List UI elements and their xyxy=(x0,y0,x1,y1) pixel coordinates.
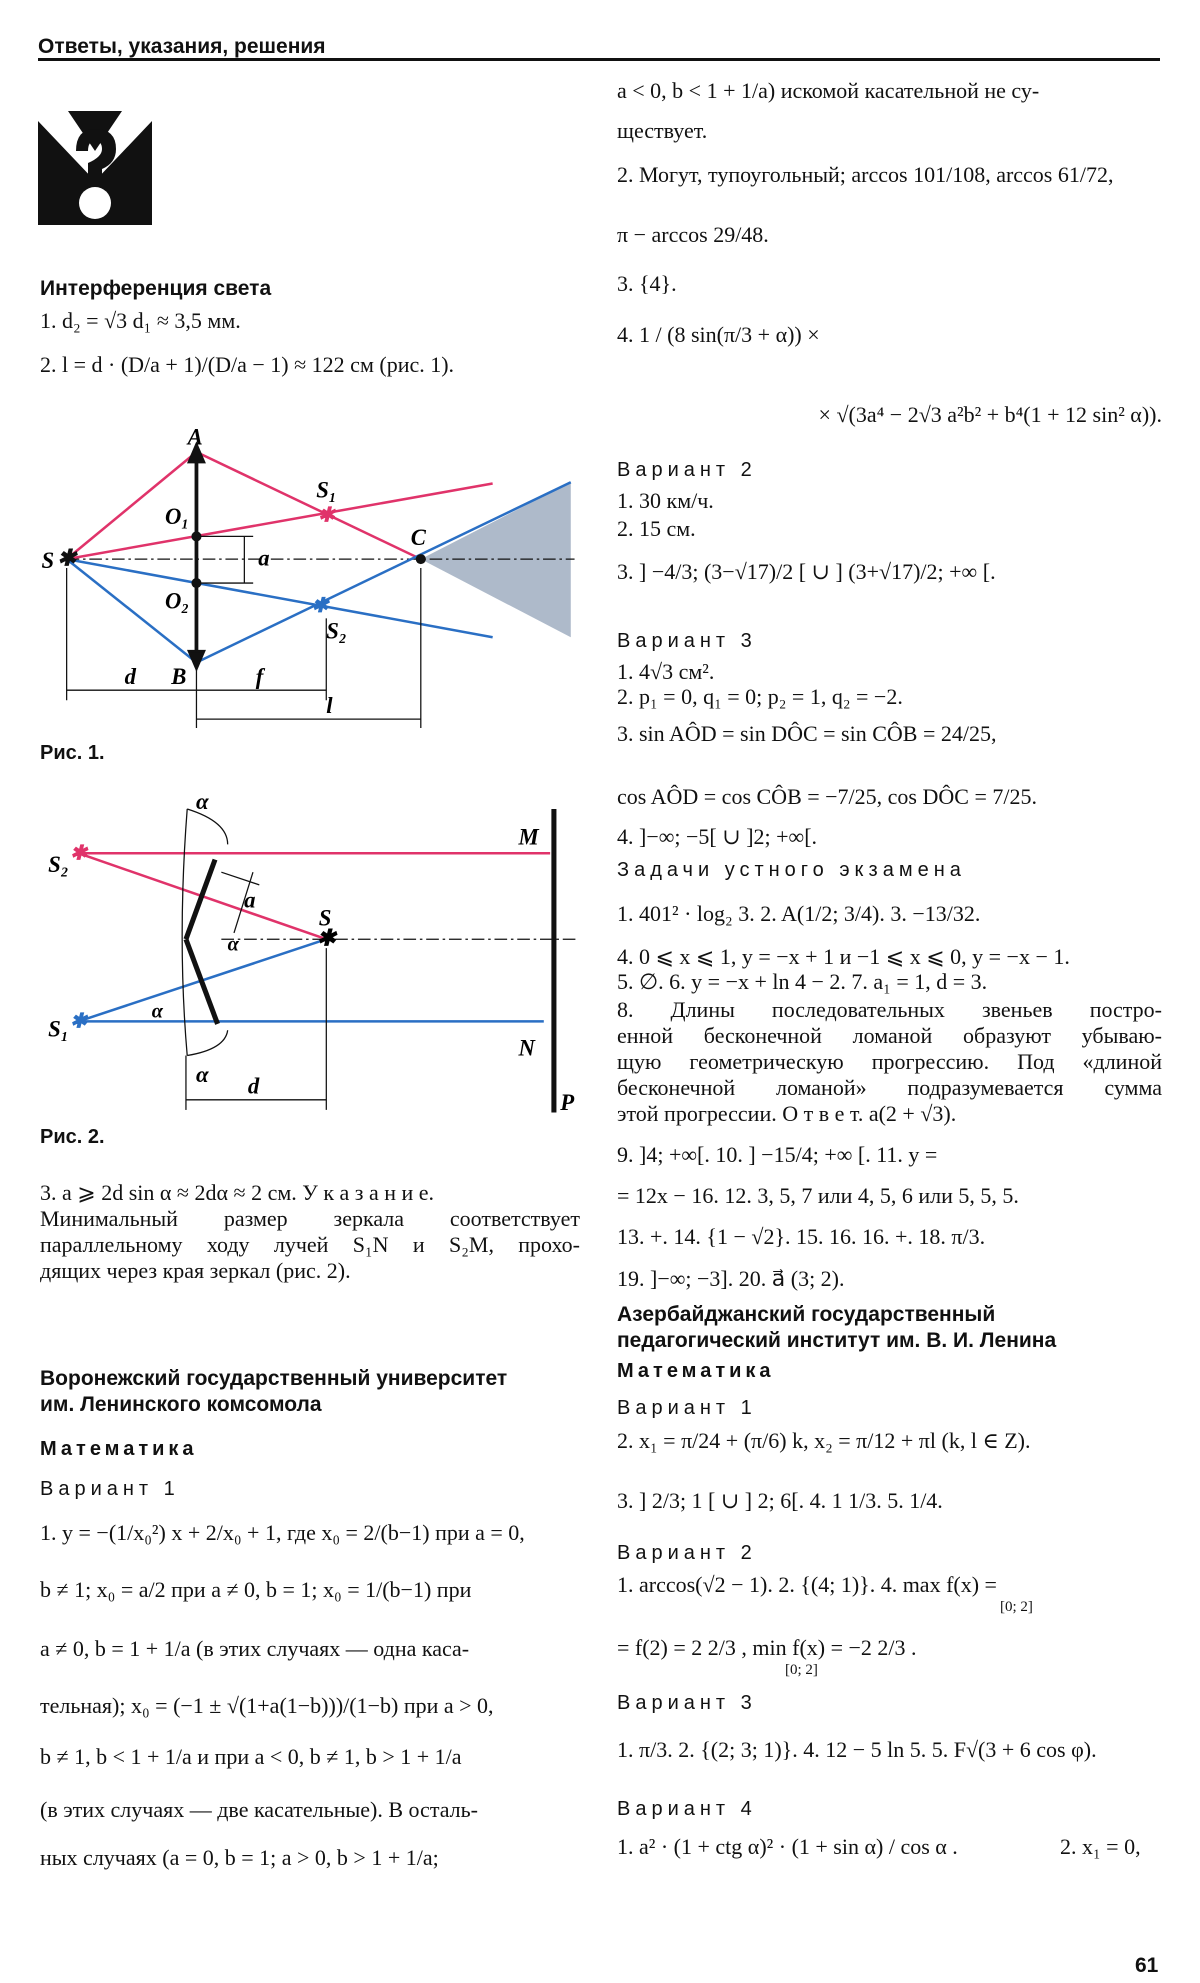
label-f: f xyxy=(255,663,264,689)
text-line: 1. y = −(1/x₀²) x + 2/x₀ + 1, где x₀ = 2/(b−1) при a = 0, xyxy=(40,1520,525,1545)
text-line: ществует. xyxy=(617,118,708,143)
label-alpha-mid: α xyxy=(227,933,239,956)
text-line: a ≠ 0, b = 1 + 1/a (в этих случаях — одна каса- xyxy=(40,1636,470,1661)
text-line: cos AÔD = cos CÔB = −7/25, cos DÔC = 7/25. xyxy=(617,784,1037,809)
text-line: = 12x − 16. 12. 3, 5, 7 или 4, 5, 6 или 5, 5, 5. xyxy=(617,1183,1019,1208)
text-line: 1. 4√3 см². xyxy=(617,659,715,684)
subject-heading: Математика xyxy=(617,1360,775,1382)
institute-title: педагогический институт им. В. И. Ленина xyxy=(617,1329,1057,1352)
svg-text:✱: ✱ xyxy=(69,1010,87,1033)
variant-heading: Вариант 1 xyxy=(617,1397,757,1419)
text-line: b ≠ 1, b < 1 + 1/a и при a < 0, b ≠ 1, b > 1 + 1/a xyxy=(40,1744,462,1769)
label-P: P xyxy=(560,1089,575,1115)
label-O2: O₂ xyxy=(164,588,190,614)
red-rays xyxy=(67,452,493,559)
label-a: a xyxy=(258,545,270,571)
text-line: 1. arccos(√2 − 1). 2. {(4; 1)}. 4. max f(x) = xyxy=(617,1572,997,1597)
university-title: Воронежский государственный университет xyxy=(40,1367,508,1390)
text-line: 19. ]−∞; −3]. 20. a⃗ (3; 2). xyxy=(617,1266,845,1291)
text-line: 2. p₁ = 0, q₁ = 0; p₂ = 1, q₂ = −2. xyxy=(617,684,903,709)
label-alpha-low: α xyxy=(151,1000,163,1023)
text-line: (в этих случаях — две касательные). В осталь- xyxy=(40,1797,479,1822)
text-line: енной бесконечной ломаной образуют убываю- xyxy=(617,1023,1162,1048)
answer-3-line: 3. a ⩾ 2d sin α ≈ 2dα ≈ 2 см. У к а з а н и е. xyxy=(40,1180,435,1205)
text-line: π − arccos 29/48. xyxy=(617,222,769,247)
label-C: C xyxy=(410,525,426,551)
variant-heading: Вариант 3 xyxy=(617,1692,757,1714)
text-line: ных случаях (a = 0, b = 1; a > 0, b > 1 + 1/a; xyxy=(40,1845,439,1870)
label-S1: S₁ xyxy=(316,477,337,503)
text-line: 4. 1 / (8 sin(π/3 + α)) × xyxy=(617,322,820,347)
svg-text:✱: ✱ xyxy=(69,842,87,865)
label-alpha-bottom: α xyxy=(196,1062,209,1088)
text-line: 3. ] 2/3; 1 [ ∪ ] 2; 6[. 4. 1 1/3. 5. 1/4. xyxy=(617,1488,943,1513)
label-B: B xyxy=(171,663,187,689)
variant-heading: Вариант 1 xyxy=(40,1478,180,1500)
text-line: этой прогрессии. О т в е т. a(2 + √3). xyxy=(617,1101,957,1126)
section-heading-oral: Задачи устного экзамена xyxy=(617,859,966,881)
text-line: 1. 30 км/ч. xyxy=(617,488,714,513)
text-line: щую геометрическую прогрессию. Под «длиной xyxy=(617,1049,1162,1074)
label-alpha-top: α xyxy=(196,790,209,814)
figure-2-caption: Рис. 2. xyxy=(40,1126,105,1148)
text-line: 2. 15 см. xyxy=(617,516,696,541)
answer-1: 1. d₂ = √3 d₁ ≈ 3,5 мм. xyxy=(40,308,241,333)
header-rule xyxy=(38,58,1160,61)
label-O1: O₁ xyxy=(164,503,190,529)
svg-text:✱: ✱ xyxy=(317,504,335,527)
text-line: 1. 401² · log₂ 3. 2. A(1/2; 3/4). 3. −13/32. xyxy=(617,901,981,926)
label-S: S xyxy=(41,547,55,573)
text-line: 1. π/3. 2. {(2; 3; 1)}. 4. 12 − 5 ln 5. 5. F√(3 + 6 cos φ). xyxy=(617,1737,1097,1762)
answer-3-line: дящих через края зеркал (рис. 2). xyxy=(40,1258,351,1283)
subscript: [0; 2] xyxy=(1000,1599,1033,1615)
text-line: 8. Длины последовательных звеньев постро- xyxy=(617,997,1162,1022)
running-header: Ответы, указания, решения xyxy=(38,35,326,58)
university-title: им. Ленинского комсомола xyxy=(40,1393,322,1416)
label-S2: S₂ xyxy=(48,852,69,878)
text-line: 2. Могут, тупоугольный; arccos 101/108, arccos 61/72, xyxy=(617,162,1114,187)
text-line: 5. ∅. 6. y = −x + ln 4 − 2. 7. a₁ = 1, d = 3. xyxy=(617,969,988,994)
section-title-interference: Интерференция света xyxy=(40,277,272,300)
figure-1 xyxy=(38,423,578,728)
variant-heading: Вариант 2 xyxy=(617,1542,757,1564)
label-S: S xyxy=(318,905,332,931)
label-d: d xyxy=(124,663,136,689)
text-line: 4. ]−∞; −5[ ∪ ]2; +∞[. xyxy=(617,824,818,849)
text-line: 3. ] −4/3; (3−√17)/2 [ ∪ ] (3+√17)/2; +∞ [. xyxy=(617,559,996,584)
text-line: × √(3a⁴ − 2√3 a²b² + b⁴(1 + 12 sin² α)). xyxy=(818,402,1162,427)
label-S2: S₂ xyxy=(326,618,347,644)
figure-1-caption: Рис. 1. xyxy=(40,742,105,764)
answer-3-line: параллельному ходу лучей S₁N и S₂M, прохо- xyxy=(40,1232,580,1257)
text-line: 4. 0 ⩽ x ⩽ 1, y = −x + 1 и −1 ⩽ x ⩽ 0, y = −x − 1. xyxy=(617,944,1070,969)
text-line: 2. x₁ = 0, xyxy=(1060,1834,1141,1859)
label-a: a xyxy=(244,887,256,913)
question-logo-icon xyxy=(38,111,152,225)
answer-3-line: Минимальный размер зеркала соответствует xyxy=(40,1206,580,1231)
text-line: 13. +. 14. {1 − √2}. 15. 16. 16. +. 18. π/3. xyxy=(617,1224,986,1249)
svg-text:✱: ✱ xyxy=(316,925,336,951)
text-line: бесконечной ломаной» подразумевается сумма xyxy=(617,1075,1162,1100)
variant-heading: Вариант 3 xyxy=(617,630,757,652)
label-N: N xyxy=(518,1035,535,1061)
text-line: 3. sin AÔD = sin DÔC = sin CÔB = 24/25, xyxy=(617,721,997,746)
page-number: 61 xyxy=(1135,1954,1159,1977)
text-line: a < 0, b < 1 + 1/a) искомой касательной не су- xyxy=(617,78,1040,103)
svg-text:✱: ✱ xyxy=(311,595,329,618)
text-line: 9. ]4; +∞[. 10. ] −15/4; +∞ [. 11. y = xyxy=(617,1142,938,1167)
text-line: 1. a² · (1 + ctg α)² · (1 + sin α) / cos α . xyxy=(617,1834,958,1859)
text-line: = f(2) = 2 2/3 , min f(x) = −2 2/3 . xyxy=(617,1635,917,1660)
figure-2 xyxy=(38,790,583,1115)
text-line: 3. {4}. xyxy=(617,271,677,296)
institute-title: Азербайджанский государственный xyxy=(617,1303,996,1326)
label-S1: S₁ xyxy=(48,1016,69,1042)
subject-heading: Математика xyxy=(40,1438,198,1460)
svg-text:✱: ✱ xyxy=(57,545,77,571)
label-M: M xyxy=(518,824,539,850)
answer-2: 2. l = d · (D/a + 1)/(D/a − 1) ≈ 122 см (рис. 1). xyxy=(40,352,455,377)
label-l: l xyxy=(326,692,333,718)
text-line: 2. x₁ = π/24 + (π/6) k, x₂ = π/12 + πl (k, l ∈ Z). xyxy=(617,1428,1031,1453)
variant-heading: Вариант 4 xyxy=(617,1798,757,1820)
subscript: [0; 2] xyxy=(785,1662,818,1678)
label-d: d xyxy=(247,1073,260,1099)
text-line: b ≠ 1; x₀ = a/2 при a ≠ 0, b = 1; x₀ = 1/(b−1) при xyxy=(40,1577,472,1602)
variant-heading: Вариант 2 xyxy=(617,459,757,481)
text-line: тельная); x₀ = (−1 ± √(1+a(1−b)))/(1−b) при a > 0, xyxy=(40,1693,494,1718)
label-A: A xyxy=(187,424,203,450)
